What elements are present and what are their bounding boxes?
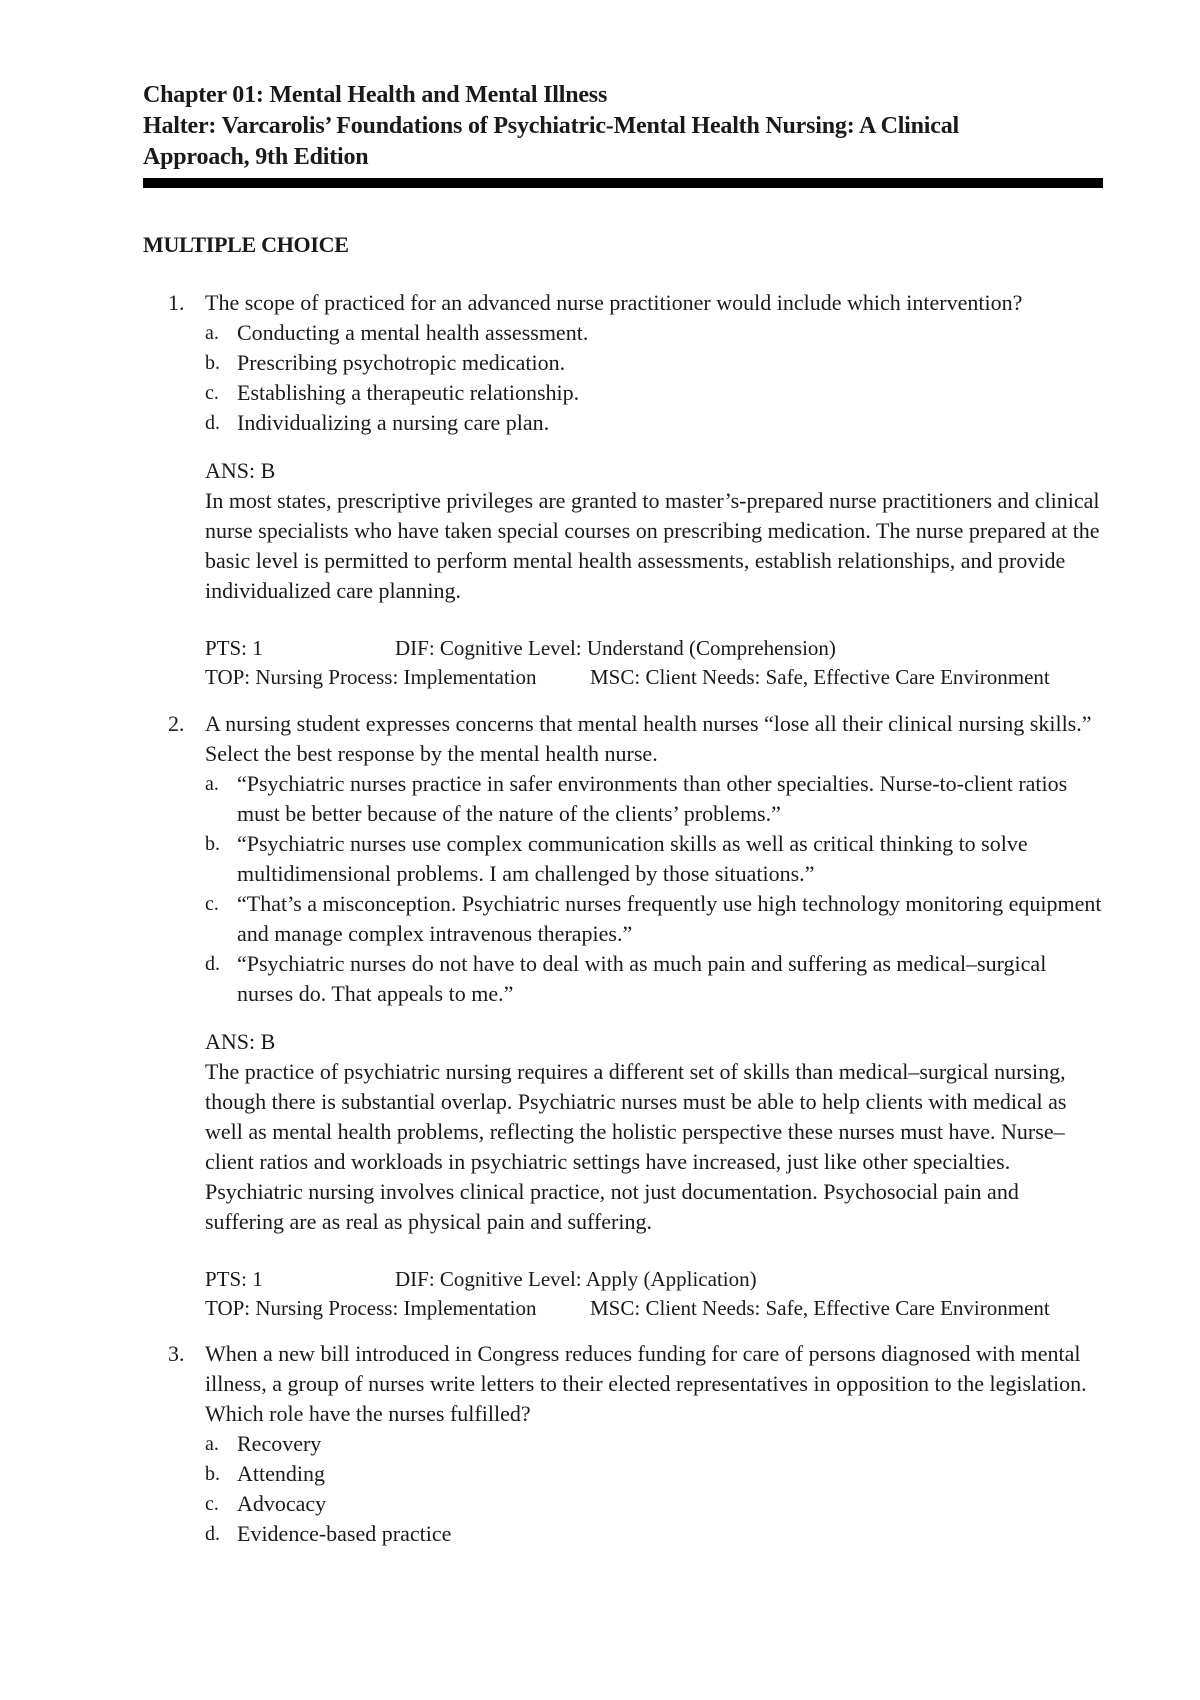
- question-stem: [143, 709, 1103, 769]
- question-stem: [143, 1339, 1103, 1429]
- option-text: “Psychiatric nurses use complex communication skills as well as critical thinking to solve multidimensional problems. I am challenged by those situations.”: [237, 831, 1028, 886]
- points: PTS: 1: [205, 636, 263, 660]
- option-text: Establishing a therapeutic relationship.: [237, 380, 580, 405]
- option-letter: c.: [205, 382, 219, 404]
- answer-block: [143, 1027, 1103, 1237]
- client-needs: MSC: Client Needs: Safe, Effective Care Environment: [590, 665, 1050, 689]
- book-title-continued: Approach, 9th Edition: [143, 144, 369, 170]
- option-a: [205, 769, 1103, 829]
- option-letter: d.: [205, 953, 220, 975]
- question-metadata: [143, 634, 1103, 692]
- option-text: Conducting a mental health assessment.: [237, 320, 589, 345]
- option-d: [205, 408, 1103, 438]
- option-list: [143, 318, 1103, 438]
- difficulty: DIF: Cognitive Level: Understand (Comprehension): [395, 636, 836, 660]
- option-letter: b.: [205, 833, 220, 855]
- question-3: [143, 1339, 1103, 1549]
- points: PTS: 1: [205, 1267, 263, 1291]
- question-1: [143, 288, 1103, 692]
- answer-block: [143, 456, 1103, 606]
- document-header: [143, 80, 1103, 173]
- topic: TOP: Nursing Process: Implementation: [205, 1296, 537, 1320]
- option-letter: a.: [205, 322, 219, 344]
- answer-key: ANS: B: [205, 458, 276, 483]
- question-number: 1.: [168, 290, 185, 315]
- option-text: Recovery: [237, 1431, 322, 1456]
- option-b: [205, 829, 1103, 889]
- option-letter: d.: [205, 1523, 220, 1545]
- option-text: Prescribing psychotropic medication.: [237, 350, 566, 375]
- option-text: “Psychiatric nurses do not have to deal with as much pain and suffering as medical–surgical nurses do. That appeals to me.”: [237, 951, 1047, 1006]
- option-text: “That’s a misconception. Psychiatric nurses frequently use high technology monitoring equipment and manage complex intravenous therapies.”: [237, 891, 1102, 946]
- option-c: [205, 1489, 1103, 1519]
- client-needs: MSC: Client Needs: Safe, Effective Care Environment: [590, 1296, 1050, 1320]
- option-c: [205, 378, 1103, 408]
- option-text: “Psychiatric nurses practice in safer environments than other specialties. Nurse-to-client ratios must be better because of the nature of the clients’ problems.”: [237, 771, 1068, 826]
- option-text: Advocacy: [237, 1491, 327, 1516]
- chapter-title: Chapter 01: Mental Health and Mental Illness: [143, 82, 608, 108]
- question-number: 2.: [168, 711, 185, 736]
- question-number: 3.: [168, 1341, 185, 1366]
- option-letter: c.: [205, 893, 219, 915]
- option-list: [143, 769, 1103, 1009]
- option-letter: b.: [205, 352, 220, 374]
- question-stem: [143, 288, 1103, 318]
- book-title: Halter: Varcarolis’ Foundations of Psychiatric-Mental Health Nursing: A Clinical: [143, 113, 959, 139]
- option-a: [205, 318, 1103, 348]
- option-d: [205, 1519, 1103, 1549]
- option-b: [205, 348, 1103, 378]
- question-text: When a new bill introduced in Congress reduces funding for care of persons diagnosed with mental illness, a group of nurses write letters to their elected representatives in opposition to the legislation. Which role have the nurses fulfilled?: [205, 1341, 1087, 1426]
- rationale-text: The practice of psychiatric nursing requires a different set of skills than medical–surgical nursing, though there is substantial overlap. Psychiatric nurses must be able to help clients with medical as well as mental health problems, reflecting the holistic perspective these nurses must have. Nurse–client ratios and workloads in psychiatric settings have increased, just like other specialties. Psychiatric nursing involves clinical practice, not just documentation. Psychosocial pain and suffering are as real as physical pain and suffering.: [205, 1059, 1067, 1234]
- option-text: Individualizing a nursing care plan.: [237, 410, 550, 435]
- question-text: A nursing student expresses concerns that mental health nurses “lose all their clinical nursing skills.” Select the best response by the mental health nurse.: [205, 711, 1092, 766]
- header-rule: [143, 178, 1103, 188]
- option-c: [205, 889, 1103, 949]
- option-d: [205, 949, 1103, 1009]
- option-text: Attending: [237, 1461, 325, 1486]
- option-a: [205, 1429, 1103, 1459]
- question-text: The scope of practiced for an advanced nurse practitioner would include which intervention?: [205, 290, 1023, 315]
- question-2: [143, 709, 1103, 1323]
- option-letter: a.: [205, 773, 219, 795]
- option-list: [143, 1429, 1103, 1549]
- option-text: Evidence-based practice: [237, 1521, 452, 1546]
- rationale-text: In most states, prescriptive privileges are granted to master’s-prepared nurse practitioners and clinical nurse specialists who have taken special courses on prescribing medication. The nurse prepared at the basic level is permitted to perform mental health assessments, establish relationships, and provide individualized care planning.: [205, 488, 1100, 603]
- option-letter: a.: [205, 1433, 219, 1455]
- option-letter: d.: [205, 412, 220, 434]
- answer-key: ANS: B: [205, 1029, 276, 1054]
- option-b: [205, 1459, 1103, 1489]
- question-metadata: [143, 1265, 1103, 1323]
- option-letter: c.: [205, 1493, 219, 1515]
- section-heading: MULTIPLE CHOICE: [143, 232, 349, 257]
- option-letter: b.: [205, 1463, 220, 1485]
- topic: TOP: Nursing Process: Implementation: [205, 665, 537, 689]
- difficulty: DIF: Cognitive Level: Apply (Application): [395, 1267, 757, 1291]
